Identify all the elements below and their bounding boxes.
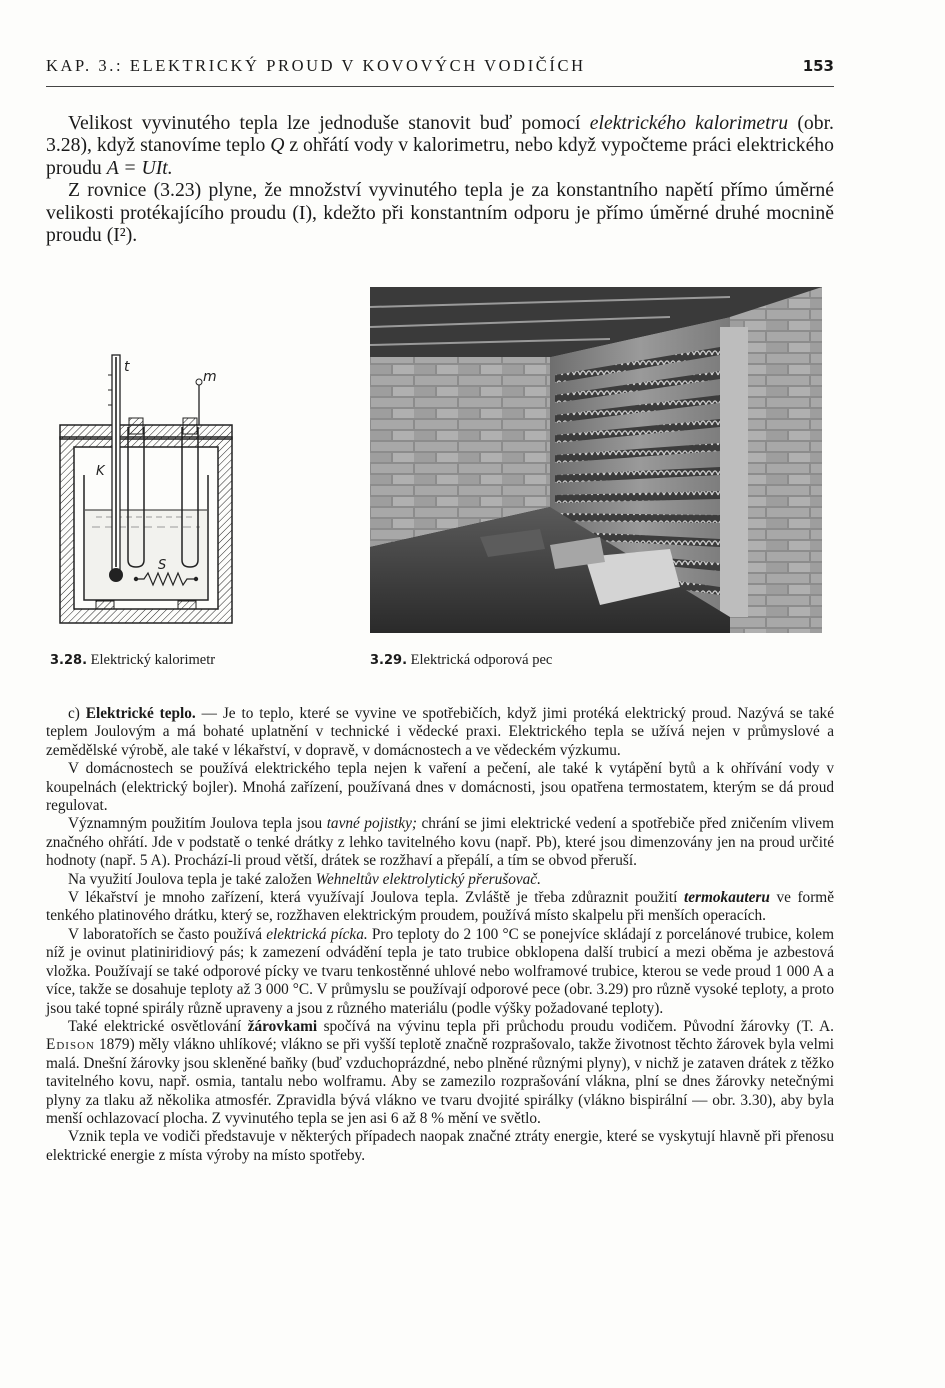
body-paragraph-4: Na využití Joulova tepla je také založen Wehneltův elektrolytický přerušovač. xyxy=(68,870,541,888)
label-t: t xyxy=(124,359,130,375)
running-title: KAP. 3.: ELEKTRICKÝ PROUD V KOVOVÝCH VODIČÍCH xyxy=(46,56,586,75)
body-paragraph-6: V laboratořích se často používá elektrická pícka. Pro teploty do 2 100 °C se ponejvíce skládají z porcelánové trubice, kolem níž je ovinut platiniridiový pás; k zamezení odvádění tepla je tato trubice obklopena další trubicí a mezi oběma je azbestová vložka. Používají se také odporové pícky ve tvaru tenkostěnné uhlové nebo wolframové trubice, kterou se vede proud 1 000 A a více, takže se dosahuje teploty až 3 000 °C. V průmyslu se používají odporové pece (obr. 3.29) pro různě vysoké teploty, a proto jsou také topné spirály různě upraveny a jsou z různého materiálu (podle výšky požadované teploty). xyxy=(46,925,834,1017)
intro-text xyxy=(46,112,834,246)
header-rule xyxy=(46,86,834,87)
label-m: m xyxy=(203,369,217,385)
body-paragraph-8: Vznik tepla ve vodiči představuje v některých případech naopak značné ztráty energie, které se vyskytují hlavně při přenosu elektrické energie z místa výroby na místo spotřeby. xyxy=(46,1128,834,1164)
caption-figure-3-29: 3.29. Elektrická odporová pec xyxy=(370,652,553,668)
calorimeter-diagram xyxy=(56,345,246,635)
label-s: S xyxy=(158,558,167,573)
caption-figure-3-28: 3.28. Elektrický kalorimetr xyxy=(50,652,216,668)
body-text xyxy=(46,705,834,1165)
body-paragraph-1: c) Elektrické teplo. — Je to teplo, které se vyvine ve spotřebičích, když jimi protéká elektrický proud. Nazývá se také teplem Joulovým a má bohaté uplatnění v technické i vědecké praxi. Elektrického tepla se užívá nejen v průmyslové a zemědělské výrobě, ale také v lékařství, v dopravě, v domácnostech a ve vědeckém výzkumu. xyxy=(46,705,834,759)
label-k: K xyxy=(96,464,105,479)
body-paragraph-2: V domácnostech se používá elektrického tepla nejen k vaření a pečení, ale také k vytápění bytů a k ohřívání vody v koupelnách (elektrický bojler). Mnohá zařízení, používaná dnes v domácnosti, jsou opatřena termostatem, kterým se dá proud regulovat. xyxy=(46,760,834,815)
body-paragraph-5: V lékařství je mnoho zařízení, která využívají Joulova tepla. Zvláště je třeba zdůraznit použití termokauteru ve formě tenkého platinového drátku, který se, rozžhaven elektrickým proudem, používá místo skalpelu při menších operacích. xyxy=(46,889,834,925)
page-header xyxy=(46,56,834,76)
body-paragraph-3: Významným použitím Joulova tepla jsou tavné pojistky; chrání se jimi elektrické vedení a spotřebiče před zničením vlivem značného ohřátí. Jde v podstatě o tenké drátky z lehko tavitelného kovu (např. Pb), které jsou dimenzovány jen na proud určité hodnoty (např. 5 A). Prochází-li proud větší, drátek se rozžhaví a přepálí, a tím se obvod přeruší. xyxy=(46,815,834,870)
intro-paragraph-1: Velikost vyvinutého tepla lze jednoduše stanovit buď pomocí elektrického kalorimetru (obr. 3.28), když stanovíme teplo Q z ohřátí vody v kalorimetru, nebo když vypočteme práci elektrického proudu A = UIt. xyxy=(46,112,834,179)
furnace-photo xyxy=(370,287,822,633)
body-paragraph-7: Také elektrické osvětlování žárovkami spočívá na vývinu tepla při průchodu proudu vodičem. Původní žárovky (T. A. Edison 1879) měly vlákno uhlíkové; vlákno se při vyšší teplotě značně rozprašovalo, takže životnost těchto žárovek byla velmi malá. Dnešní žárovky jsou skleněné baňky (buď vzduchoprázdné, nebo plněné různými plyny), v nichž je zataven drátek z těžko tavitelného kovu, např. osmia, tantalu nebo wolframu. Aby se zamezilo rozprašování vlákna, plní se dnes žárovky netečnými plyny za tlaku až několika atmosfér. Zpravidla bývá vlákno ve tvaru dvojité spirálky (vlákno bispirální — obr. 3.30), aby byla menší ochlazovací plocha. Z vyvinutého tepla se jen asi 6 až 8 % mění ve světlo. xyxy=(46,1017,834,1127)
intro-paragraph-2: Z rovnice (3.23) plyne, že množství vyvinutého tepla je za konstantního napětí přímo úměrné velikosti protékajícího proudu (I), kdežto při konstantním odporu je přímo úměrné druhé mocnině proudu (I²). xyxy=(46,179,834,247)
page-number: 153 xyxy=(802,57,834,75)
